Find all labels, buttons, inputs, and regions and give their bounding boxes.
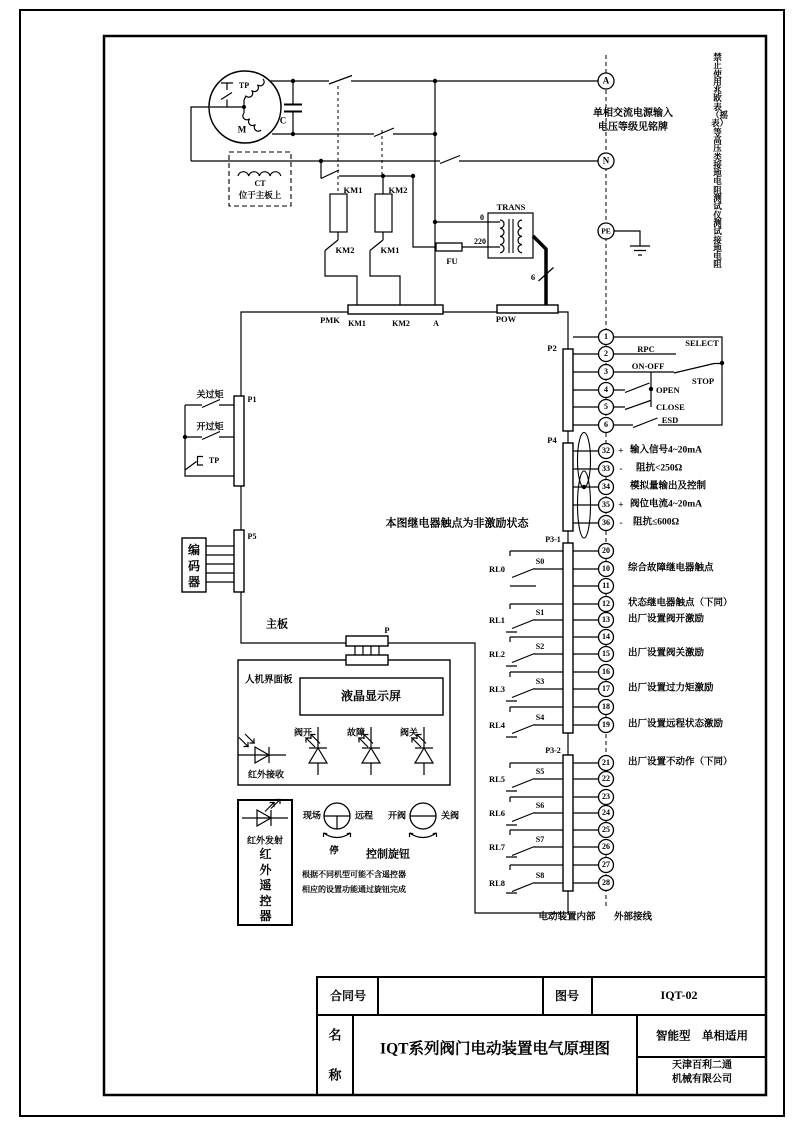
p5-label: P5 <box>247 532 257 541</box>
internal-label: 电动装置内部 <box>538 912 596 923</box>
p31-note-status: 状态继电器触点（下同） <box>628 598 733 609</box>
p31-terminal-15: 15 <box>602 649 610 658</box>
rpc-label: RPC <box>637 343 655 354</box>
knob2-open-label: 开阀 <box>387 810 407 821</box>
ct-label: CT <box>254 179 266 188</box>
switch-s0-label: S0 <box>535 557 545 566</box>
trans-tap220: 220 <box>474 237 486 246</box>
capacitor-label: C <box>279 115 287 126</box>
open-close-knob-icon <box>410 803 437 838</box>
secondary-cable <box>530 236 546 305</box>
mainboard-label: 主板 <box>266 618 288 631</box>
hmi-panel-label: 人机界面板 <box>245 675 293 686</box>
ct-coil-icon <box>238 172 281 176</box>
led-fault-label: 故障 <box>346 727 366 738</box>
p4-terminal-34: 34 <box>602 482 610 491</box>
p31-terminal-17: 17 <box>602 684 610 693</box>
close-label: CLOSE <box>656 401 685 412</box>
motor-m-label: M <box>237 124 247 135</box>
pmk-pin-km1: KM1 <box>348 319 366 328</box>
name-label-2: 称 <box>328 1067 342 1083</box>
p31-label: P3-1 <box>545 535 561 544</box>
remote-note-1: 根据不同机型可能不含遥控器 <box>302 870 406 879</box>
p31-terminal-13: 13 <box>602 615 610 624</box>
p4-note-35: 阀位电流4~20mA <box>630 499 702 510</box>
p4-sign-32: + <box>618 445 624 456</box>
mainboard-outline <box>241 312 568 913</box>
p4-sign-36: - <box>619 517 623 528</box>
switch-s5-label: S5 <box>535 767 545 776</box>
p4-sign-33: - <box>619 463 623 474</box>
p31-relay-contacts <box>506 551 563 737</box>
led-close-label: 阀关 <box>399 727 419 738</box>
pow-bar <box>497 305 558 313</box>
pmk-bar <box>348 305 443 314</box>
remote-note-2: 相应的设置功能通过旋钮完成 <box>302 885 406 894</box>
contactor-km2 <box>370 130 400 305</box>
fuse-label: FU <box>446 255 458 266</box>
p5-bar <box>234 530 244 592</box>
switch-s3-label: S3 <box>535 677 545 686</box>
external-label: 外部接线 <box>613 912 653 923</box>
open-label: OPEN <box>656 384 680 395</box>
led-open-label: 阀开 <box>293 727 313 738</box>
contactor-km1 <box>325 86 357 305</box>
ct-note: 位于主板上 <box>238 189 282 200</box>
name-label-1: 名 <box>328 1027 342 1043</box>
relay-rl0-label: RL0 <box>488 563 506 574</box>
p2-terminal-1: 1 <box>604 332 608 341</box>
power-note-line1: 单相交流电源输入 <box>593 108 673 119</box>
p-connector-teeth <box>355 646 379 655</box>
knob1-stop-label: 停 <box>329 846 339 857</box>
company-line-2: 机械有限公司 <box>672 1074 732 1085</box>
p4-note-32: 输入信号4~20mA <box>630 445 702 456</box>
relay-state-note: 本图继电器触点为非激励状态 <box>385 517 529 530</box>
pmk-pin-a: A <box>433 319 439 328</box>
p1-bar <box>234 396 244 486</box>
p31-note-remote: 出厂设置远程状态激励 <box>628 719 724 730</box>
p31-terminal-10: 10 <box>602 564 610 573</box>
p31-terminal-16: 16 <box>602 667 610 676</box>
p31-terminal-12: 12 <box>602 599 610 608</box>
torque-tp-label: TP <box>208 456 220 465</box>
capacitor-symbol <box>284 81 302 134</box>
junction-dots <box>183 75 724 489</box>
p32-terminal-24: 24 <box>602 808 610 817</box>
ground-icon <box>614 231 650 255</box>
transformer-icon <box>488 213 533 258</box>
p4-terminal-35: 35 <box>602 500 610 509</box>
p2-terminal-4: 4 <box>604 385 608 394</box>
company-line-1: 天津百利二通 <box>672 1060 732 1071</box>
p32-relay-contacts <box>506 763 563 893</box>
km1-interlock-label: KM1 <box>380 244 400 255</box>
p32-note-noaction: 出厂设置不动作（下同） <box>628 757 733 768</box>
knob1-remote-label: 远程 <box>354 810 374 821</box>
km2-coil-label: KM2 <box>388 184 408 195</box>
p32-terminal-21: 21 <box>602 758 610 767</box>
selector-knob-icon <box>324 803 351 838</box>
p1-label: P1 <box>247 395 257 404</box>
megger-warning-text: 禁止使用兆欧表（摇表）等高压类接地电阻测试仪测试接地电阻 <box>711 52 729 270</box>
p32-label: P3-2 <box>545 746 561 755</box>
encoder-wires <box>206 546 234 582</box>
p2-terminal-6: 6 <box>604 420 608 429</box>
ir-receiver-icon <box>238 734 286 763</box>
drawing-title: IQT系列阀门电动装置电气原理图 <box>380 1040 610 1058</box>
p31-terminal-18: 18 <box>602 702 610 711</box>
p2-terminal-2: 2 <box>604 349 608 358</box>
km1-coil-label: KM1 <box>343 184 363 195</box>
fuse-icon <box>436 243 462 251</box>
relay-rl3-label: RL3 <box>488 683 506 694</box>
type-note: 智能型 单相适用 <box>656 1030 748 1043</box>
p31-note-torque: 出厂设置过力矩激励 <box>628 683 714 694</box>
p2-label: P2 <box>547 342 557 353</box>
p4-terminal-33: 33 <box>602 464 610 473</box>
switch-s8-label: S8 <box>535 871 545 880</box>
cable-cores-label: 6 <box>530 271 536 282</box>
terminal-n: N <box>602 155 610 166</box>
close-overtorque-label: 关过矩 <box>196 389 224 400</box>
encoder-label: 编码器 <box>187 543 200 589</box>
switch-s7-label: S7 <box>535 835 545 844</box>
p32-terminal-27: 27 <box>602 860 610 869</box>
open-overtorque-label: 开过矩 <box>196 421 224 432</box>
contract-no-label: 合同号 <box>329 989 367 1003</box>
p2-terminal-5: 5 <box>604 402 608 411</box>
control-knobs-label: 控制旋钮 <box>366 848 410 861</box>
p4-note-33: 阻抗<250Ω <box>636 463 683 474</box>
esd-label: ESD <box>661 414 679 425</box>
drawing-no-label: 图号 <box>554 989 580 1003</box>
p-conn-bottom <box>346 655 388 665</box>
p32-terminal-22: 22 <box>602 774 610 783</box>
p31-note-open: 出厂设置阀开激励 <box>628 614 705 625</box>
switch-s1-label: S1 <box>535 608 545 617</box>
relay-rl1-label: RL1 <box>488 614 506 625</box>
knob2-close-label: 关阀 <box>440 810 460 821</box>
pmk-label: PMK <box>320 314 340 325</box>
on-off-label: ON-OFF <box>631 360 665 371</box>
p32-terminal-28: 28 <box>602 878 610 887</box>
p32-terminal-23: 23 <box>602 792 610 801</box>
select-label: SELECT <box>685 337 719 348</box>
p4-bar <box>563 443 573 531</box>
relay-rl2-label: RL2 <box>488 648 506 659</box>
p-connector-label: P <box>384 624 390 635</box>
p2-terminal-3: 3 <box>604 367 608 376</box>
relay-rl4-label: RL4 <box>488 719 506 730</box>
motor-tp-label: TP <box>238 81 250 90</box>
relay-rl7-label: RL7 <box>488 841 506 852</box>
power-note-line2: 电压等级见铭牌 <box>598 122 668 133</box>
pow-label: POW <box>495 313 517 324</box>
p31-bar <box>563 543 573 733</box>
p32-terminal-25: 25 <box>602 825 610 834</box>
trans-tap0: 0 <box>480 213 484 222</box>
p31-terminal-20: 20 <box>602 546 610 555</box>
p4-terminal-32: 32 <box>602 446 610 455</box>
p31-terminal-14: 14 <box>602 632 610 641</box>
remote-name-label: 红外遥控器 <box>259 847 272 924</box>
p32-terminal-26: 26 <box>602 842 610 851</box>
ir-receive-label: 红外接收 <box>247 769 285 780</box>
p4-sign-35: + <box>618 499 624 510</box>
p4-note-34: 模拟量输出及控制 <box>630 481 707 492</box>
p32-bar <box>563 755 573 891</box>
pmk-pin-km2: KM2 <box>392 319 410 328</box>
ir-transmit-label: 红外发射 <box>246 835 284 846</box>
p-conn-top <box>346 636 388 646</box>
switch-s2-label: S2 <box>535 642 545 651</box>
terminal-stubs <box>573 337 598 883</box>
terminal-pe: PE <box>601 226 611 236</box>
relay-rl8-label: RL8 <box>488 877 506 888</box>
p4-label: P4 <box>547 434 557 445</box>
p31-note-close: 出厂设置阀关激励 <box>628 648 705 659</box>
stop-label: STOP <box>691 375 715 386</box>
switch-s6-label: S6 <box>535 801 545 810</box>
terminal-a: A <box>602 75 610 86</box>
lcd-label: 液晶显示屏 <box>340 689 402 703</box>
p4-terminal-36: 36 <box>602 518 610 527</box>
switch-s4-label: S4 <box>535 713 545 722</box>
relay-rl6-label: RL6 <box>488 807 506 818</box>
knob1-local-label: 现场 <box>302 810 322 821</box>
ir-transmitter-icon <box>242 800 288 827</box>
drawing-no-value: IQT-02 <box>660 988 698 1002</box>
p4-note-36: 阻抗≤600Ω <box>633 517 680 528</box>
trans-label: TRANS <box>496 201 526 212</box>
p31-terminal-11: 11 <box>602 581 610 590</box>
p31-terminal-19: 19 <box>602 720 610 729</box>
relay-rl5-label: RL5 <box>488 773 506 784</box>
p2-bar <box>563 349 573 431</box>
p31-note-fault: 综合故障继电器触点 <box>628 563 714 574</box>
km2-interlock-label: KM2 <box>335 244 355 255</box>
